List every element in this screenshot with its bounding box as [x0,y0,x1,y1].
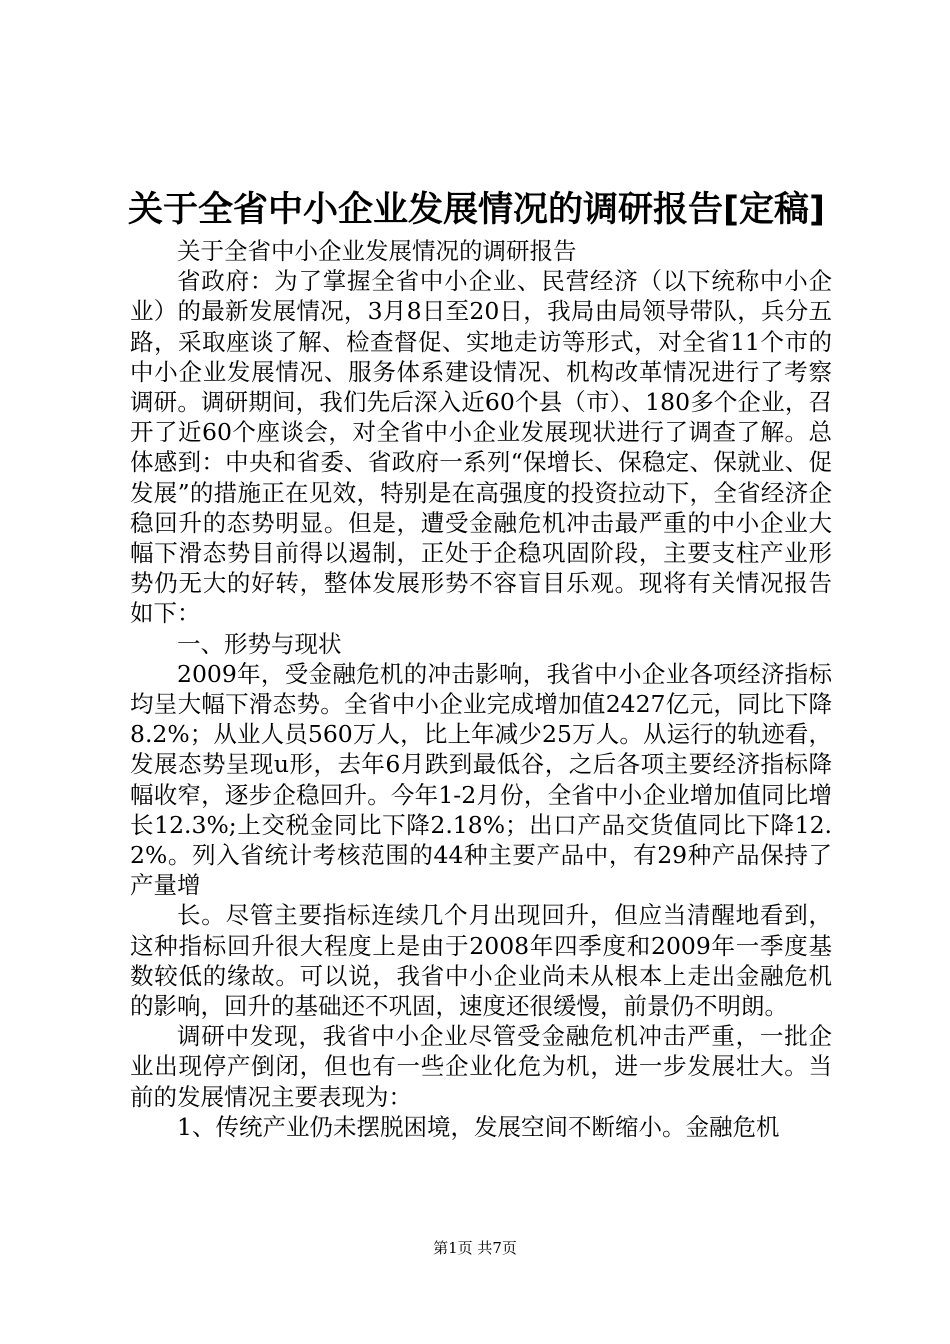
section-heading: 一、形势与现状 [177,629,342,658]
document-body [130,236,832,1142]
body-paragraph: 1、传统产业仍未摆脱困境，发展空间不断缩小。金融危机 [177,1112,780,1141]
intro-paragraph: 省政府：为了掌握全省中小企业、民营经济（以下统称中小企业）的最新发展情况，3月8日至20日，我局由局领导带队，兵分五路，采取座谈了解、检查督促、实地走访等形式，对全省11个市的中小企业发展情况、服务体系建设情况、机构改革情况进行了考察调研。调研期间，我们先后深入近60个县（市）、180多个企业，召开了近60个座谈会，对全省中小企业发展现状进行了调查了解。总体感到：中央和省委、省政府一系列“保增长、保稳定、保就业、促发展”的措施正在见效，特别是在高强度的投资拉动下，全省经济企稳回升的态势明显。但是，遭受金融危机冲击最严重的中小企业大幅下滑态势目前得以遏制，正处于企稳巩固阶段，主要支柱产业形势仍无大的好转，整体发展形势不容盲目乐观。现将有关情况报告如下： [130,267,832,628]
body-paragraph: 调研中发现，我省中小企业尽管受金融危机冲击严重，一批企业出现停产倒闭，但也有一些企业化危为机，进一步发展壮大。当前的发展情况主要表现为： [130,1022,832,1111]
document-title: 关于全省中小企业发展情况的调研报告[定稿] [128,190,825,230]
subtitle-paragraph: 关于全省中小企业发展情况的调研报告 [177,237,577,265]
page-number-footer: 第1页 共7页 [433,1239,517,1257]
body-paragraph: 2009年，受金融危机的冲击影响，我省中小企业各项经济指标均呈大幅下滑态势。全省中小企业完成增加值2427亿元，同比下降8.2%；从业人员560万人，比上年减少25万人。从运行的轨迹看，发展态势呈现u形，去年6月跌到最低谷，之后各项主要经济指标降幅收窄，逐步企稳回升。今年1-2月份，全省中小企业增加值同比增长12.3%;上交税金同比下降2.18%；出口产品交货值同比下降12.2%。列入省统计考核范围的44种主要产品中，有29种产品保持了产量增 [130,659,832,900]
body-paragraph: 长。尽管主要指标连续几个月出现回升，但应当清醒地看到，这种指标回升很大程度上是由于2008年四季度和2009年一季度基数较低的缘故。可以说，我省中小企业尚未从根本上走出金融危机的影响，回升的基础还不巩固，速度还很缓慢，前景仍不明朗。 [130,901,832,1021]
